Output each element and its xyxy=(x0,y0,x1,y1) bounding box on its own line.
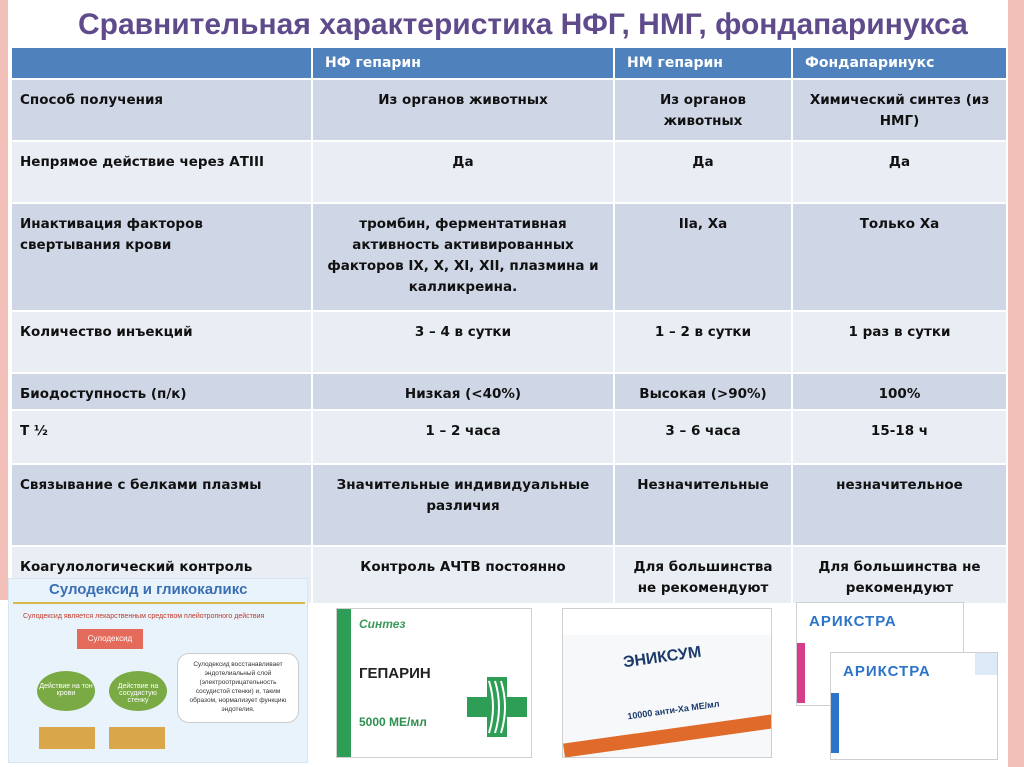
sulodexide-right-node: Действие на сосудистую стенку xyxy=(109,671,167,711)
blue-stripe xyxy=(831,693,839,753)
table-row xyxy=(11,203,1007,311)
row-label: Связывание с белками плазмы xyxy=(11,464,312,546)
row-label: Количество инъекций xyxy=(11,311,312,373)
cell-fonda: 1 раз в сутки xyxy=(792,311,1007,373)
cell-nf: Из органов животных xyxy=(312,79,614,141)
table-row xyxy=(11,141,1007,203)
left-border xyxy=(0,0,8,600)
cell-nf: Низкая (<40%) xyxy=(312,373,614,410)
table-header-row xyxy=(11,47,1007,79)
enixum-dose: 10000 анти-Ха МЕ/мл xyxy=(626,698,721,722)
row-label: Способ получения xyxy=(11,79,312,141)
cell-nm: Да xyxy=(614,141,792,203)
row-label: Инактивация факторов свертывания крови xyxy=(11,203,312,311)
cell-fonda: Да xyxy=(792,141,1007,203)
sulodexide-slide-image xyxy=(8,578,308,763)
header-empty xyxy=(11,47,312,79)
divider xyxy=(13,602,305,604)
cell-nf: 3 – 4 в сутки xyxy=(312,311,614,373)
sulodexide-text: Сулодексид восстанавливает эндотелиальный слой (электроотрицательность сосудистой стенки) и, таким образом, нормализует функцию эндотелия. xyxy=(177,653,299,723)
cell-nm: 1 – 2 в сутки xyxy=(614,311,792,373)
row-label: Коагулологический контроль xyxy=(11,546,312,604)
arixtra-name: АРИКСТРА xyxy=(809,613,897,630)
sulodexide-node: Сулодексид xyxy=(77,629,143,649)
cell-nm: 3 – 6 часа xyxy=(614,410,792,464)
orange-band xyxy=(563,714,772,757)
table-row xyxy=(11,464,1007,546)
cell-fonda: Химический синтез (из НМГ) xyxy=(792,79,1007,141)
green-stripe xyxy=(337,609,351,758)
cell-nf: Контроль АЧТВ постоянно xyxy=(312,546,614,604)
green-cross-icon xyxy=(467,677,527,737)
row-label: Непрямое действие через АТIII xyxy=(11,141,312,203)
sulodexide-title: Сулодексид и гликокаликс xyxy=(49,581,248,598)
package-top xyxy=(563,609,772,635)
heparin-package-image xyxy=(336,608,532,758)
heparin-dose: 5000 МЕ/мл xyxy=(359,715,427,729)
cell-nf: тромбин, ферментативная активность активированных факторов IX, X, XI, XII, плазмина и калликреина. xyxy=(312,203,614,311)
sulodexide-box xyxy=(39,727,95,749)
row-label: Т ½ xyxy=(11,410,312,464)
cell-nf: 1 – 2 часа xyxy=(312,410,614,464)
header-nm-heparin: НМ гепарин xyxy=(614,47,792,79)
cell-nf: Да xyxy=(312,141,614,203)
table-row xyxy=(11,311,1007,373)
cell-nm: Для большинства не рекомендуют xyxy=(614,546,792,604)
row-label: Биодоступность (п/к) xyxy=(11,373,312,410)
cell-fonda: Только Xa xyxy=(792,203,1007,311)
cell-nm: Незначительные xyxy=(614,464,792,546)
arixtra-name: АРИКСТРА xyxy=(843,663,931,680)
heparin-name: ГЕПАРИН xyxy=(359,665,431,682)
header-nf-heparin: НФ гепарин xyxy=(312,47,614,79)
table-row xyxy=(11,373,1007,410)
sulodexide-left-node: Действие на тон крови xyxy=(37,671,95,711)
cell-fonda: незначительное xyxy=(792,464,1007,546)
cell-fonda: 100% xyxy=(792,373,1007,410)
enixum-package-image xyxy=(562,608,772,758)
comparison-table xyxy=(10,46,1008,605)
package-corner xyxy=(975,653,997,675)
cell-nm: Из органов животных xyxy=(614,79,792,141)
page-title: Сравнительная характеристика НФГ, НМГ, фондапаринукса xyxy=(78,8,968,41)
enixum-name: ЭНИКСУМ xyxy=(622,643,703,672)
cell-nf: Значительные индивидуальные различия xyxy=(312,464,614,546)
header-fondaparinux: Фондапаринукс xyxy=(792,47,1007,79)
arixtra-package-image xyxy=(830,652,998,760)
heparin-brand: Синтез xyxy=(359,617,406,631)
cell-fonda: Для большинства не рекомендуют xyxy=(792,546,1007,604)
sulodexide-box xyxy=(109,727,165,749)
cell-fonda: 15-18 ч xyxy=(792,410,1007,464)
cell-nm: Высокая (>90%) xyxy=(614,373,792,410)
table-row xyxy=(11,410,1007,464)
images-strip xyxy=(0,578,1024,767)
cell-nm: IIa, Xa xyxy=(614,203,792,311)
table-row xyxy=(11,79,1007,141)
pink-stripe xyxy=(797,643,805,703)
sulodexide-subtitle: Сулодексид является лекарственным средством плейотропного действия xyxy=(23,613,265,620)
